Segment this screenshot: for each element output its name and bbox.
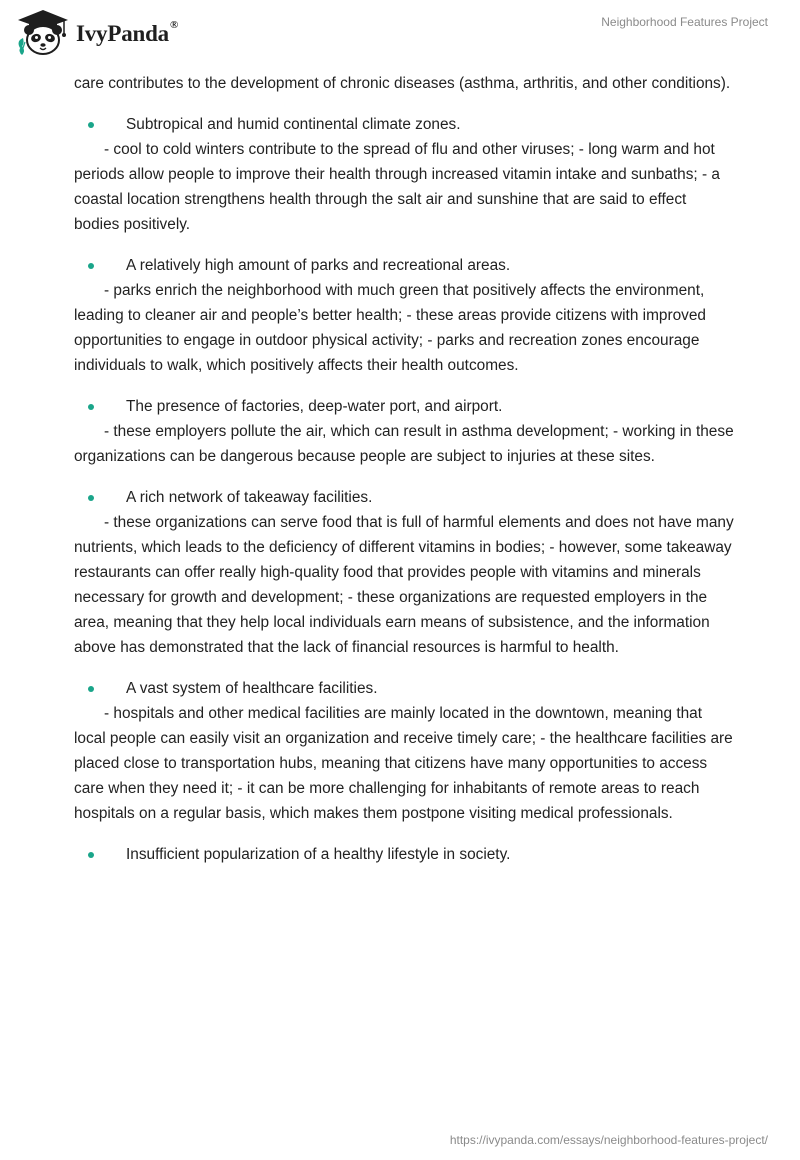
bullet-dot-icon	[88, 263, 94, 269]
panda-graduate-icon	[14, 8, 72, 58]
detail-paragraph: - hospitals and other medical facilities are mainly located in the downtown, meaning that local people can easily visit an organization and receive timely care; - the healthcare facilities are placed close to transportation hubs, meaning that citizens have many opportunities to access care when they need it; - it can be more challenging for inhabitants of remote areas to reach hospitals on a regular basis, which makes them postpone visiting medical professionals.	[74, 705, 733, 822]
detail-paragraph: - parks enrich the neighborhood with much green that positively affects the environment, leading to cleaner air and people’s better health; - these areas provide citizens with improved opportunities to engage in outdoor physical activity; - parks and recreation zones encourage individuals to walk, which positively affects their health outcomes.	[74, 282, 706, 374]
bullet-text: A relatively high amount of parks and recreational areas.	[126, 257, 511, 274]
bullet-item-lifestyle	[74, 842, 734, 867]
bullet-item-parks	[74, 253, 734, 278]
bullet-item-healthcare	[74, 676, 734, 701]
bullet-text: Insufficient popularization of a healthy lifestyle in society.	[126, 846, 511, 863]
essay-body	[74, 71, 734, 867]
bullet-text: The presence of factories, deep-water port, and airport.	[126, 398, 503, 415]
bullet-item-takeaway	[74, 485, 734, 510]
bullet-dot-icon	[88, 686, 94, 692]
bullet-item-climate	[74, 112, 734, 137]
detail-paragraph: - these employers pollute the air, which can result in asthma development; - working in these organizations can be dangerous because people are subject to injuries at these sites.	[74, 423, 734, 465]
brand-name: IvyPanda®	[76, 19, 179, 46]
bullet-dot-icon	[88, 852, 94, 858]
bullet-dot-icon	[88, 404, 94, 410]
source-url-link[interactable]: https://ivypanda.com/essays/neighborhood-features-project/	[449, 1133, 768, 1147]
document-title: Neighborhood Features Project	[601, 15, 768, 29]
bullet-dot-icon	[88, 495, 94, 501]
page-header	[0, 0, 800, 70]
detail-paragraph: - these organizations can serve food that is full of harmful elements and does not have many nutrients, which leads to the deficiency of different vitamins in bodies; - however, some takeaway restaurants can offer really high-quality food that provides people with vitamins and minerals necessary for growth and development; - these organizations are requested employers in the area, meaning that they help local individuals earn means of subsistence, and the information above has demonstrated that the lack of financial resources is harmful to health.	[74, 514, 734, 656]
ivypanda-logo[interactable]	[14, 8, 178, 58]
bullet-text: A vast system of healthcare facilities.	[126, 680, 378, 697]
bullet-text: A rich network of takeaway facilities.	[126, 489, 373, 506]
intro-paragraph: care contributes to the development of chronic diseases (asthma, arthritis, and other conditions).	[74, 75, 731, 92]
bullet-text: Subtropical and humid continental climate zones.	[126, 116, 461, 133]
trademark-symbol: ®	[169, 19, 179, 31]
bullet-item-factories	[74, 394, 734, 419]
bullet-dot-icon	[88, 122, 94, 128]
detail-paragraph: - cool to cold winters contribute to the spread of flu and other viruses; - long warm and hot periods allow people to improve their health through increased vitamin intake and sunbaths; - a coastal location strengthens health through the salt air and sunshine that are said to effect bodies positively.	[74, 141, 720, 233]
